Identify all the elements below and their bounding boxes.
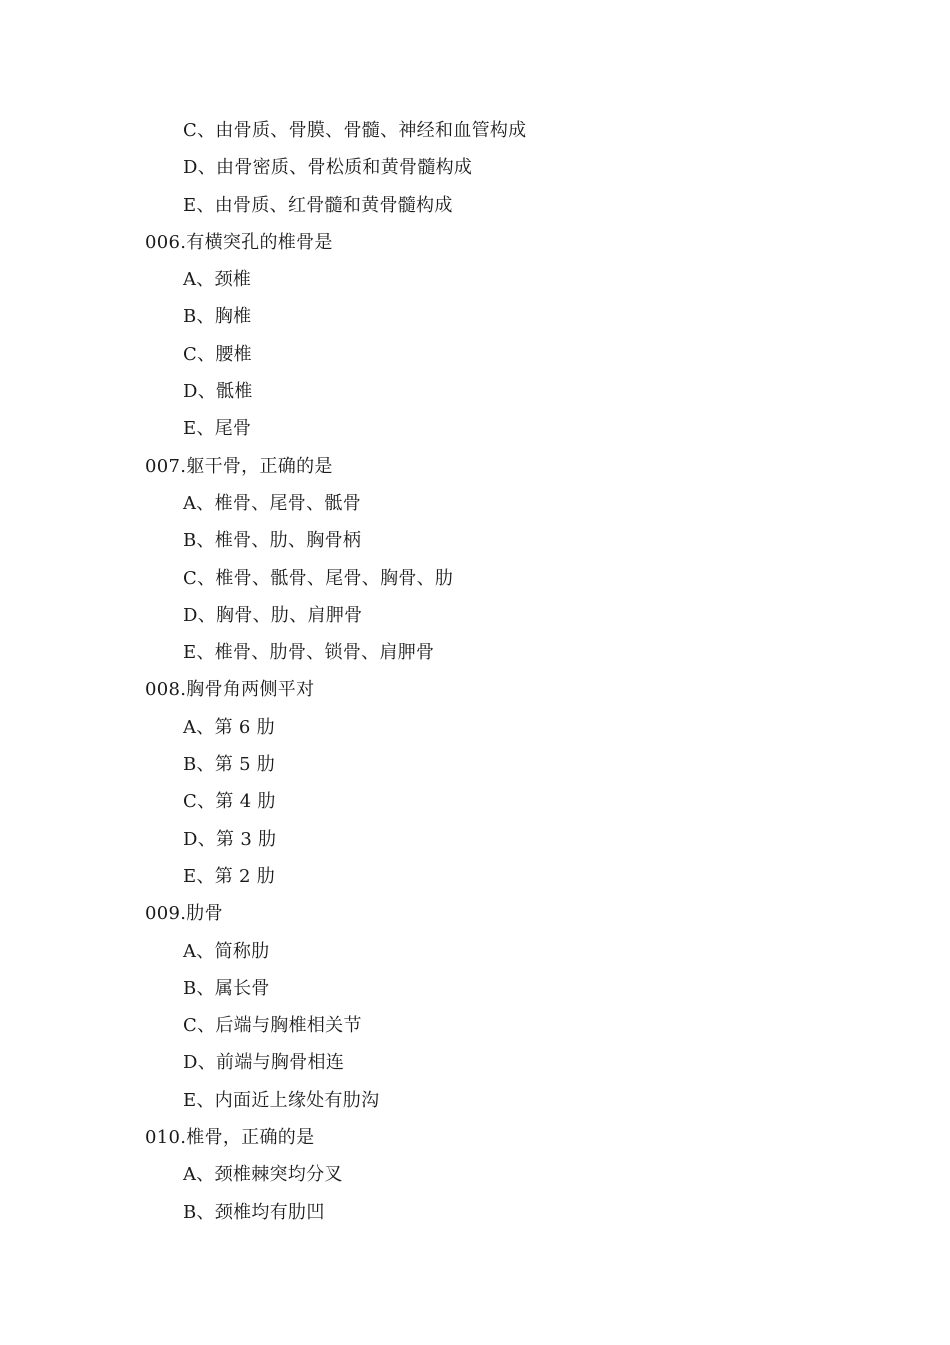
question-stem: 006.有横突孔的椎骨是 — [145, 231, 333, 253]
option: D、由骨密质、骨松质和黄骨髓构成 — [183, 157, 473, 179]
option: E、尾骨 — [183, 418, 252, 440]
option: C、腰椎 — [183, 343, 252, 365]
question-stem: 010.椎骨，正确的是 — [145, 1127, 315, 1149]
question-stem: 009.肋骨 — [145, 903, 223, 925]
option: D、第 3 肋 — [183, 828, 277, 850]
option: A、颈椎 — [183, 269, 252, 291]
option: B、椎骨、肋、胸骨柄 — [183, 530, 362, 552]
option: E、第 2 肋 — [183, 865, 276, 887]
option: A、第 6 肋 — [183, 716, 275, 738]
option: C、由骨质、骨膜、骨髓、神经和血管构成 — [183, 120, 527, 141]
option: A、椎骨、尾骨、骶骨 — [183, 492, 361, 514]
document-page — [0, 112, 950, 1231]
option: B、第 5 肋 — [183, 754, 276, 776]
option: B、颈椎均有肋凹 — [183, 1201, 325, 1223]
option: E、内面近上缘处有肋沟 — [183, 1089, 380, 1111]
option: A、简称肋 — [183, 940, 270, 962]
question-stem: 008.胸骨角两侧平对 — [145, 679, 315, 701]
option: C、第 4 肋 — [183, 791, 276, 813]
option: E、椎骨、肋骨、锁骨、肩胛骨 — [183, 642, 435, 664]
option: C、后端与胸椎相关节 — [183, 1015, 362, 1037]
option: E、由骨质、红骨髓和黄骨髓构成 — [183, 194, 453, 216]
option: D、前端与胸骨相连 — [183, 1052, 345, 1074]
option: C、椎骨、骶骨、尾骨、胸骨、肋 — [183, 567, 454, 589]
option: B、属长骨 — [183, 977, 270, 999]
option: D、骶椎 — [183, 381, 253, 403]
option: D、胸骨、肋、肩胛骨 — [183, 604, 363, 626]
option: B、胸椎 — [183, 306, 252, 328]
question-stem: 007.躯干骨，正确的是 — [145, 455, 333, 477]
option: A、颈椎棘突均分叉 — [183, 1164, 343, 1186]
